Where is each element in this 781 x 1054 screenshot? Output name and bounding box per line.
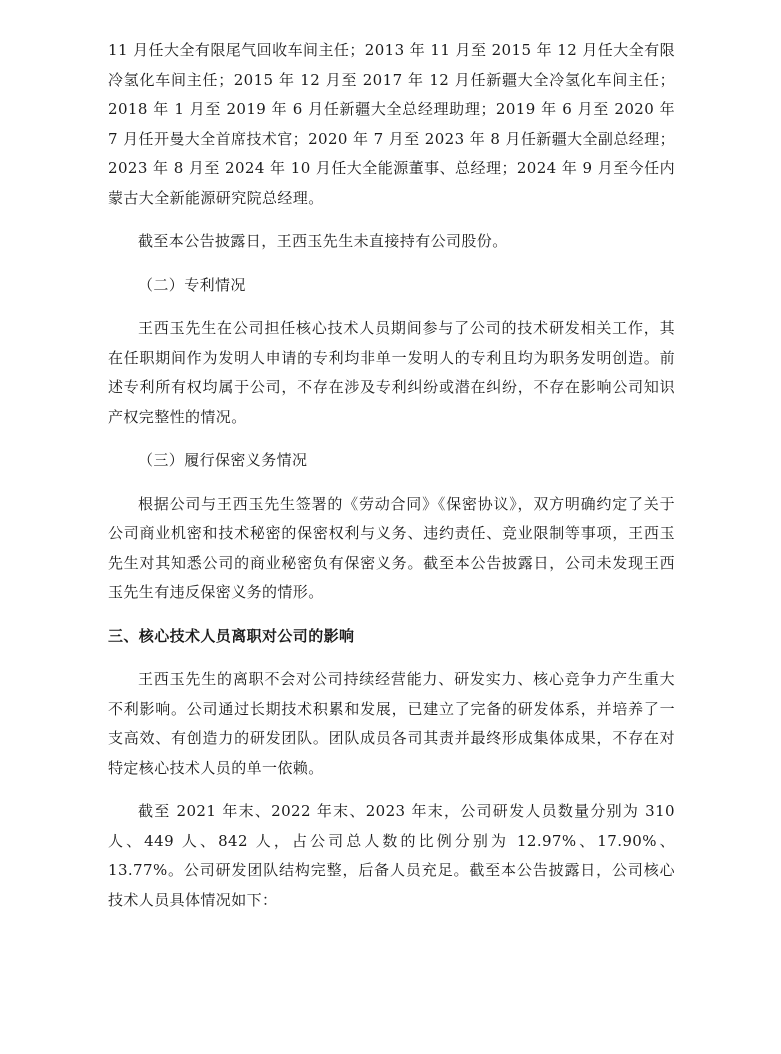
section-title-impact: 三、核心技术人员离职对公司的影响 [108, 626, 355, 645]
paragraph-confidentiality: 根据公司与王西玉先生签署的《劳动合同》《保密协议》，双方明确约定了关于公司商业机密和技术秘密的保密权利与义务、违约责任、竞业限制等事项，王西玉先生对其知悉公司的商业秘密负有保密义务。截至本公告披露日，公司未发现王西玉先生有违反保密义务的情形。 [108, 494, 675, 601]
paragraph-rd-staff: 截至 2021 年末、2022 年末、2023 年末，公司研发人员数量分别为 310 人、449 人、842 人，占公司总人数的比例分别为 12.97%、17.90%、13.77%。公司研发团队结构完整，后备人员充足。截至本公告披露日，公司核心技术人员具体情况如下： [108, 802, 675, 909]
subheading-patent: （二）专利情况 [138, 275, 246, 294]
paragraph-impact: 王西玉先生的离职不会对公司持续经营能力、研发实力、核心竞争力产生重大不利影响。公司通过长期技术积累和发展，已建立了完备的研发体系，并培养了一支高效、有创造力的研发团队。团队成员各司其责并最终形成集体成果，不存在对特定核心技术人员的单一依赖。 [108, 670, 675, 777]
paragraph-patent: 王西玉先生在公司担任核心技术人员期间参与了公司的技术研发相关工作，其在任职期间作为发明人申请的专利均非单一发明人的专利且均为职务发明创造。前述专利所有权均属于公司，不存在涉及专利纠纷或潜在纠纷，不存在影响公司知识产权完整性的情况。 [108, 319, 675, 426]
paragraph-career-history: 11 月任大全有限尾气回收车间主任；2013 年 11 月至 2015 年 12 月任大全有限冷氢化车间主任；2015 年 12 月至 2017 年 12 月任新疆大全冷氢化车间主任；2018 年 1 月至 2019 年 6 月任新疆大全总经理助理；2019 年 6 月至 2020 年 7 月任开曼大全首席技术官；2020 年 7 月至 2023 年 8 月任新疆大全副总经理；2023 年 8 月至 2024 年 10 月任大全能源董事、总经理；2024 年 9 月至今任内蒙古大全新能源研究院总经理。 [108, 41, 675, 207]
subheading-confidentiality: （三）履行保密义务情况 [138, 451, 308, 469]
document-page [108, 36, 675, 915]
paragraph-shareholding: 截至本公告披露日，王西玉先生未直接持有公司股份。 [138, 232, 508, 250]
